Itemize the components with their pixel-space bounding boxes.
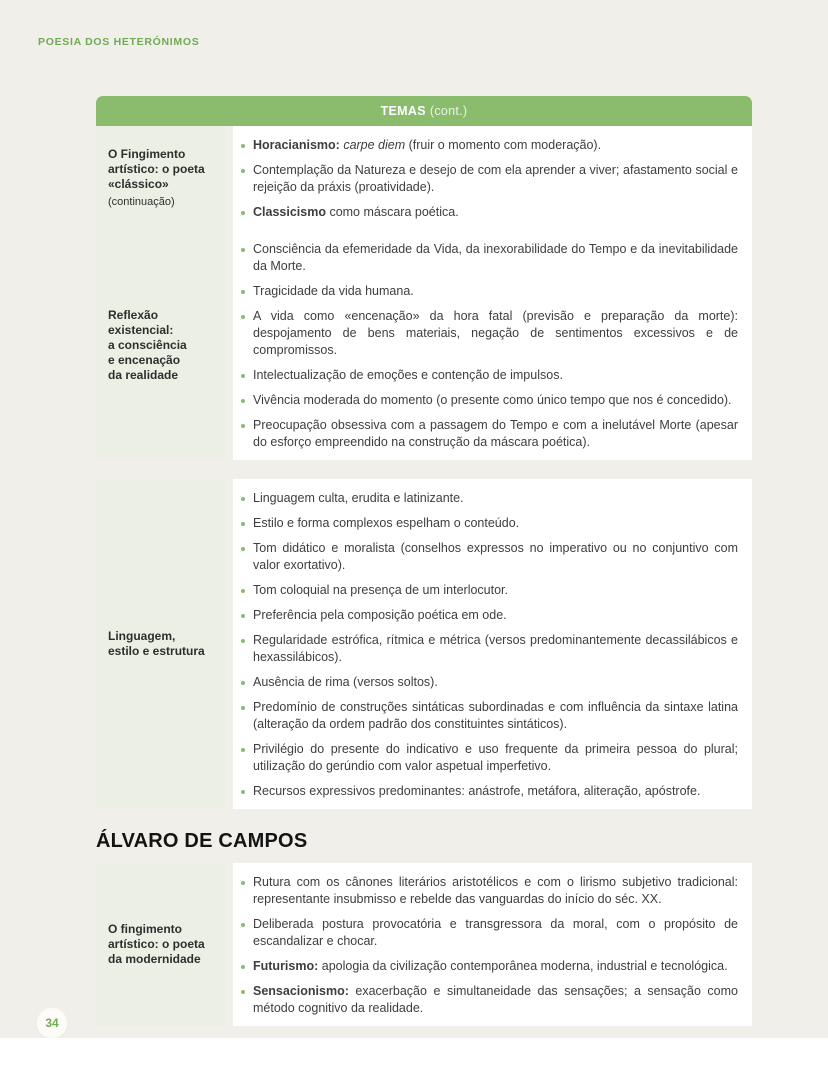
row-content-cell [233, 479, 752, 809]
bullet-list [240, 490, 738, 800]
bullet-item: Tom didático e moralista (conselhos expressos no imperativo ou no conjuntivo com valor exortativo). [240, 540, 738, 574]
temas-table-header [96, 96, 752, 126]
bullet-item: Futurismo: apologia da civilização contemporânea moderna, industrial e tecnológica. [240, 958, 738, 975]
row-label-cell [96, 479, 225, 809]
temas-header-title: TEMAS [380, 104, 426, 118]
bullet-item: Tom coloquial na presença de um interlocutor. [240, 582, 738, 599]
bullet-item: Consciência da efemeridade da Vida, da inexorabilidade do Tempo e da inevitabilidade da Morte. [240, 241, 738, 275]
bullet-item: Intelectualização de emoções e contenção de impulsos. [240, 367, 738, 384]
bullet-list [240, 137, 738, 221]
row-content-cell [233, 863, 752, 1026]
bullet-item: Recursos expressivos predominantes: anástrofe, metáfora, aliteração, apóstrofe. [240, 783, 738, 800]
temas-table [96, 96, 752, 460]
row-content-cell [233, 230, 752, 460]
bullet-item: Privilégio do presente do indicativo e uso frequente da primeira pessoa do plural; utilização do gerúndio com valor aspetual imperfetivo. [240, 741, 738, 775]
page-number-badge: 34 [37, 1008, 67, 1038]
row-label-note: (continuação) [108, 196, 175, 208]
bullet-item: Predomínio de construções sintáticas subordinadas e com influência da sintaxe latina (alteração da ordem padrão dos constituintes sintáticos). [240, 699, 738, 733]
bullet-item: Tragicidade da vida humana. [240, 283, 738, 300]
temas-row-fingimento [96, 126, 752, 230]
temas-header-cont-label: (cont.) [429, 104, 468, 118]
row-content-cell [233, 126, 752, 230]
bullet-item: Horacianismo: carpe diem (fruir o momento com moderação). [240, 137, 738, 154]
bullet-item: Rutura com os cânones literários aristotélicos e com o lirismo subjetivo tradicional: representante insubmisso e rebelde das vanguardas do início do séc. XX. [240, 874, 738, 908]
bullet-item: Contemplação da Natureza e desejo de com ela aprender a viver; afastamento social e rejeição da práxis (proatividade). [240, 162, 738, 196]
bullet-item: Linguagem culta, erudita e latinizante. [240, 490, 738, 507]
row-label: O Fingimento artístico: o poeta «clássico» [108, 147, 205, 191]
bullet-item: Regularidade estrófica, rítmica e métrica (versos predominantemente decassilábicos e hexassilábicos). [240, 632, 738, 666]
row-label: O fingimento artístico: o poeta da modernidade [108, 922, 205, 966]
bullet-item: Vivência moderada do momento (o presente como único tempo que nos é concedido). [240, 392, 738, 409]
bullet-item: Preferência pela composição poética em ode. [240, 607, 738, 624]
main-column [96, 96, 752, 1026]
bullet-list [240, 241, 738, 451]
page-kicker: POESIA DOS HETERÓNIMOS [38, 36, 200, 48]
row-label: Reflexão existencial: a consciência e encenação da realidade [108, 307, 187, 382]
bullet-list [240, 874, 738, 1017]
linguagem-table [96, 479, 752, 809]
bullet-item: Deliberada postura provocatória e transgressora da moral, com o propósito de escandalizar e chocar. [240, 916, 738, 950]
bullet-item: Estilo e forma complexos espelham o conteúdo. [240, 515, 738, 532]
row-label-cell [96, 230, 225, 460]
bullet-item: Ausência de rima (versos soltos). [240, 674, 738, 691]
bullet-item: Sensacionismo: exacerbação e simultaneidade das sensações; a sensação como método cognitivo da realidade. [240, 983, 738, 1017]
campos-table [96, 863, 752, 1026]
bullet-item: Preocupação obsessiva com a passagem do Tempo e com a inelutável Morte (apesar do esforço empreendido na construção da máscara poética). [240, 417, 738, 451]
row-label-cell [96, 863, 225, 1026]
temas-row-reflexao [96, 230, 752, 460]
bullet-item: Classicismo como máscara poética. [240, 204, 738, 221]
footer-strip [0, 1038, 828, 1078]
row-label: Linguagem, estilo e estrutura [108, 629, 205, 658]
row-label-cell [96, 126, 225, 230]
bullet-item: A vida como «encenação» da hora fatal (previsão e preparação da morte): despojamento de bens materiais, negação de sentimentos excessivos e de compromissos. [240, 308, 738, 359]
section-heading: ÁLVARO DE CAMPOS [96, 830, 308, 852]
